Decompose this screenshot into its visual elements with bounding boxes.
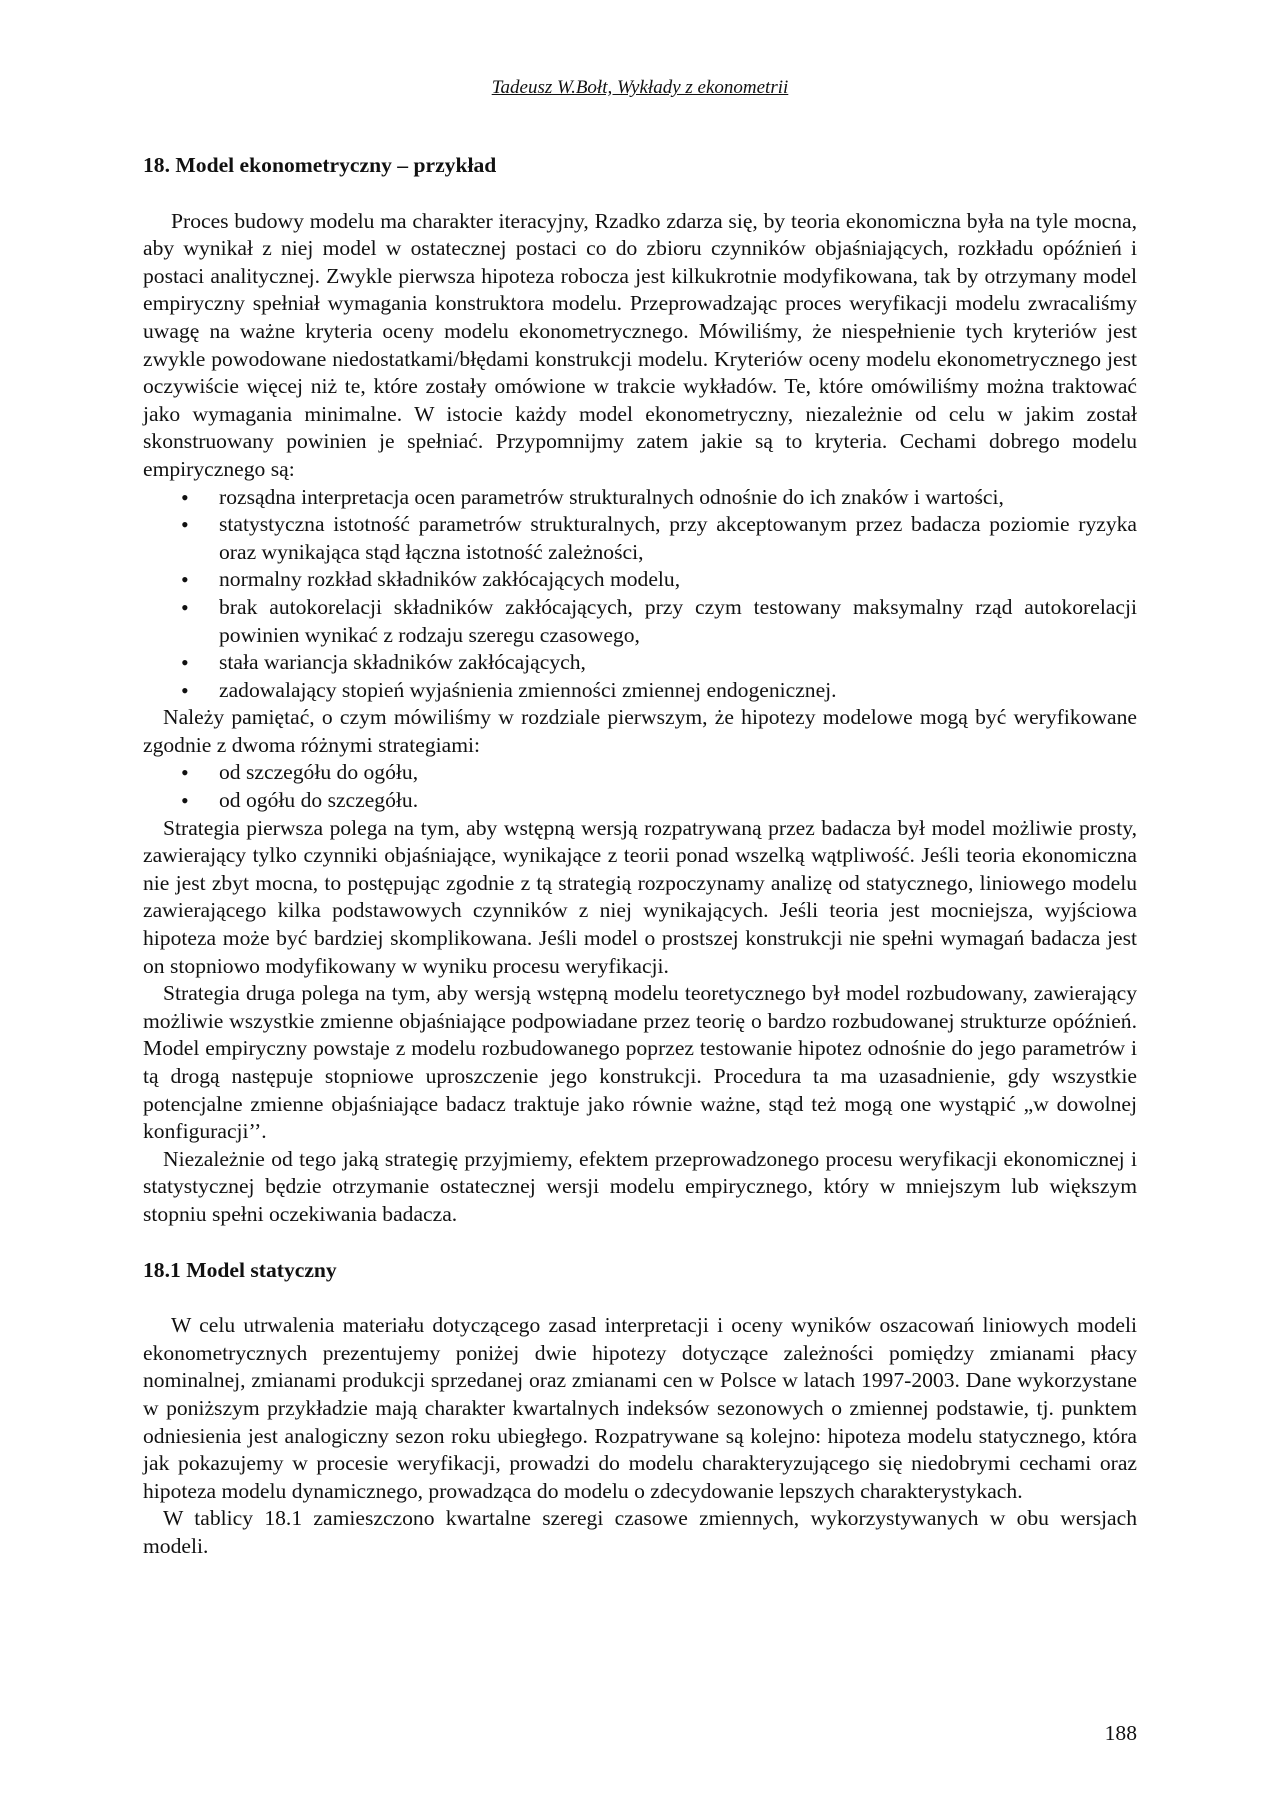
page-content [143, 152, 1137, 1561]
paragraph-strategies-intro: Należy pamiętać, o czym mówiliśmy w rozdziale pierwszym, że hipotezy modelowe mogą być weryfikowane zgodnie z dwoma różnymi strategiami: [143, 705, 1137, 757]
paragraph-strategy-one: Strategia pierwsza polega na tym, aby wstępną wersją rozpatrywaną przez badacza był model możliwie prosty, zawierający tylko czynniki objaśniające, wynikające z teorii ponad wszelką wątpliwość. Jeśli teoria ekonomiczna nie jest zbyt mocna, to postępując zgodnie z tą strategią rozpoczynamy analizę od statycznego, liniowego modelu zawierającego kilka podstawowych czynników z niej wynikających. Jeśli teoria jest mocniejsza, wyjściowa hipoteza może być bardziej skomplikowana. Jeśli model o prostszej konstrukcji nie spełni wymagań badacza jest on stopniowo modyfikowany w wyniku procesu weryfikacji. [143, 815, 1137, 978]
running-header: Tadeusz W.Bołt, Wykłady z ekonometrii [491, 77, 789, 98]
subsection-title: 18.1 Model statyczny [143, 1257, 337, 1282]
strategy-item: • od ogółu do szczegółu. [219, 787, 1137, 815]
criteria-item: • zadowalający stopień wyjaśnienia zmienności zmiennej endogenicznej. [219, 677, 1137, 705]
paragraph-strategy-two: Strategia druga polega na tym, aby wersją wstępną modelu teoretycznego był model rozbudowany, zawierający możliwie wszystkie zmienne objaśniające podpowiadane przez teorię o bardzo rozbudowanej strukturze opóźnień. Model empiryczny powstaje z modelu rozbudowanego poprzez testowanie hipotez odnośnie do jego parametrów i tą drogą następuje stopniowe uproszczenie jego konstrukcji. Procedura ta ma uzasadnienie, gdy wszystkie potencjalne zmienne objaśniające badacz traktuje jako równie ważne, stąd też mogą one wystąpić „w dowolnej konfiguracji’’. [143, 981, 1137, 1144]
criteria-list [143, 484, 1137, 705]
criteria-item: • brak autokorelacji składników zakłócających, przy czym testowany maksymalny rząd autokorelacji powinien wynikać z rodzaju szeregu czasowego, [219, 594, 1137, 649]
criteria-item: • statystyczna istotność parametrów strukturalnych, przy akceptowanym przez badacza poziomie ryzyka oraz wynikająca stąd łączna istotność zależności, [219, 511, 1137, 566]
page-number: 188 [1104, 1721, 1137, 1745]
paragraph-conclusion: Niezależnie od tego jaką strategię przyjmiemy, efektem przeprowadzonego procesu weryfikacji ekonomicznej i statystycznej będzie otrzymanie ostatecznej wersji modelu empirycznego, który w mniejszym lub większym stopniu spełni oczekiwania badacza. [143, 1146, 1137, 1226]
strategy-item: • od szczegółu do ogółu, [219, 759, 1137, 787]
section-title: 18. Model ekonometryczny – przykład [143, 153, 497, 177]
strategies-list [143, 759, 1137, 814]
paragraph-intro: Proces budowy modelu ma charakter iteracyjny, Rzadko zdarza się, by teoria ekonomiczna była na tyle mocna, aby wynikał z niej model w ostatecznej postaci co do zbioru czynników objaśniających, rozkładu opóźnień i postaci analitycznej. Zwykle pierwsza hipoteza robocza jest kilkukrotnie modyfikowana, tak by otrzymany model empiryczny spełniał wymagania konstruktora modelu. Przeprowadzając proces weryfikacji modelu zwracaliśmy uwagę na ważne kryteria oceny modelu ekonometrycznego. Mówiliśmy, że niespełnienie tych kryteriów jest zwykle powodowane niedostatkami/błędami konstrukcji modelu. Kryteriów oceny modelu ekonometrycznego jest oczywiście więcej niż te, które zostały omówione w trakcie wykładów. Te, które omówiliśmy można traktować jako wymagania minimalne. W istocie każdy model ekonometryczny, niezależnie od celu w jakim został skonstruowany powinien je spełniać. Przypomnijmy zatem jakie są to kryteria. Cechami dobrego modelu empirycznego są: [143, 208, 1137, 481]
paragraph-table-ref: W tablicy 18.1 zamieszczono kwartalne szeregi czasowe zmiennych, wykorzystywanych w obu wersjach modeli. [143, 1506, 1137, 1558]
criteria-item: • normalny rozkład składników zakłócających modelu, [219, 566, 1137, 594]
paragraph-static-model: W celu utrwalenia materiału dotyczącego zasad interpretacji i oceny wyników oszacowań liniowych modeli ekonometrycznych prezentujemy poniżej dwie hipotezy dotyczące zależności pomiędzy zmianami płacy nominalnej, zmianami produkcji sprzedanej oraz zmianami cen w Polsce w latach 1997-2003. Dane wykorzystane w poniższym przykładzie mają charakter kwartalnych indeksów sezonowych o zmiennej podstawie, tj. punktem odniesienia jest analogiczny sezon roku ubiegłego. Rozpatrywane są kolejno: hipoteza modelu statycznego, która jak pokazujemy w procesie weryfikacji, prowadzi do modelu charakteryzującego się niedobrymi cechami oraz hipoteza modelu dynamicznego, prowadząca do modelu o zdecydowanie lepszych charakterystykach. [143, 1313, 1137, 1503]
criteria-item: • stała wariancja składników zakłócających, [219, 649, 1137, 677]
criteria-item: • rozsądna interpretacja ocen parametrów strukturalnych odnośnie do ich znaków i wartości, [219, 484, 1137, 512]
